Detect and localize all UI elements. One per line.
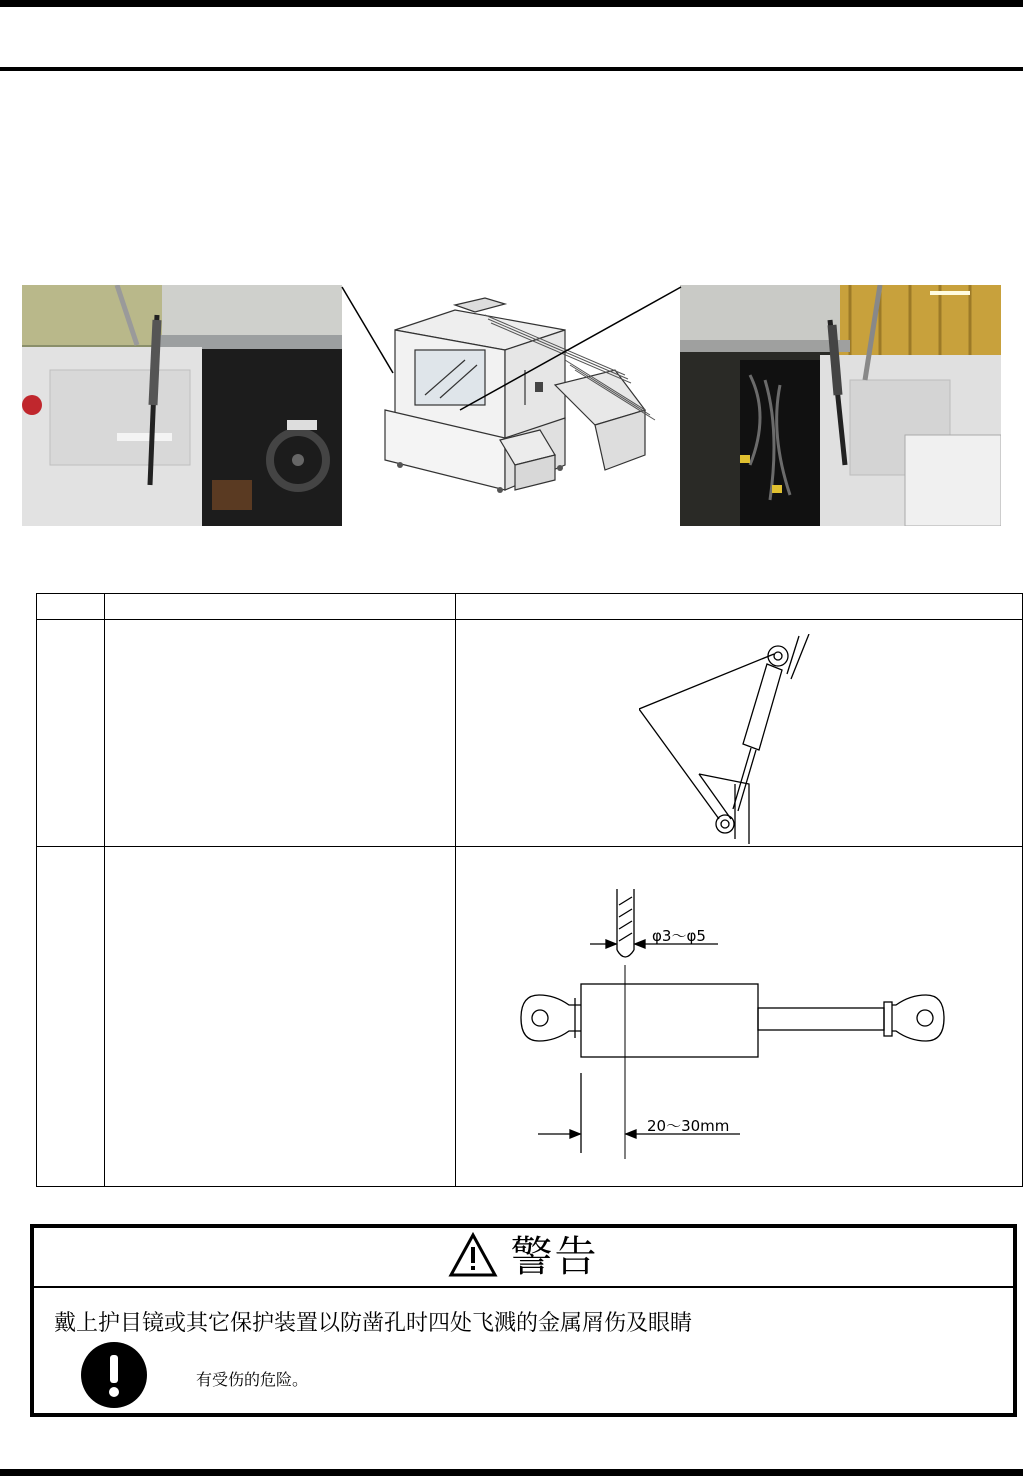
warning-note: 有受伤的危险。 xyxy=(196,1370,309,1389)
step-text-cell xyxy=(105,847,456,1187)
warning-message: 戴上护目镜或其它保护装置以防凿孔时四处飞溅的金属屑伤及眼睛 xyxy=(54,1311,693,1336)
step-number-cell xyxy=(37,620,105,847)
table-header-row xyxy=(37,594,1023,620)
offset-label: 20～30mm xyxy=(647,1117,730,1135)
leader-lines xyxy=(0,0,1023,600)
warning-box xyxy=(30,1224,1017,1417)
mandatory-action-icon xyxy=(81,1342,147,1408)
step-figure-cell xyxy=(456,620,1023,847)
warning-header xyxy=(34,1228,1013,1288)
warning-title: 警告 xyxy=(510,1232,599,1281)
drilling-position-diagram xyxy=(456,847,1022,1186)
warning-triangle-icon xyxy=(448,1232,498,1282)
step-text-cell xyxy=(105,620,456,847)
hole-diameter-label: φ3～φ5 xyxy=(652,927,706,945)
footer-rule xyxy=(0,1469,1023,1476)
header-cell-no xyxy=(37,594,105,620)
gas-spring-mount-diagram xyxy=(456,620,1022,844)
header-cell-figure xyxy=(456,594,1023,620)
table-row xyxy=(37,620,1023,847)
steps-table xyxy=(36,593,1023,1187)
table-row xyxy=(37,847,1023,1187)
step-figure-cell xyxy=(456,847,1023,1187)
step-number-cell xyxy=(37,847,105,1187)
header-cell-procedure xyxy=(105,594,456,620)
